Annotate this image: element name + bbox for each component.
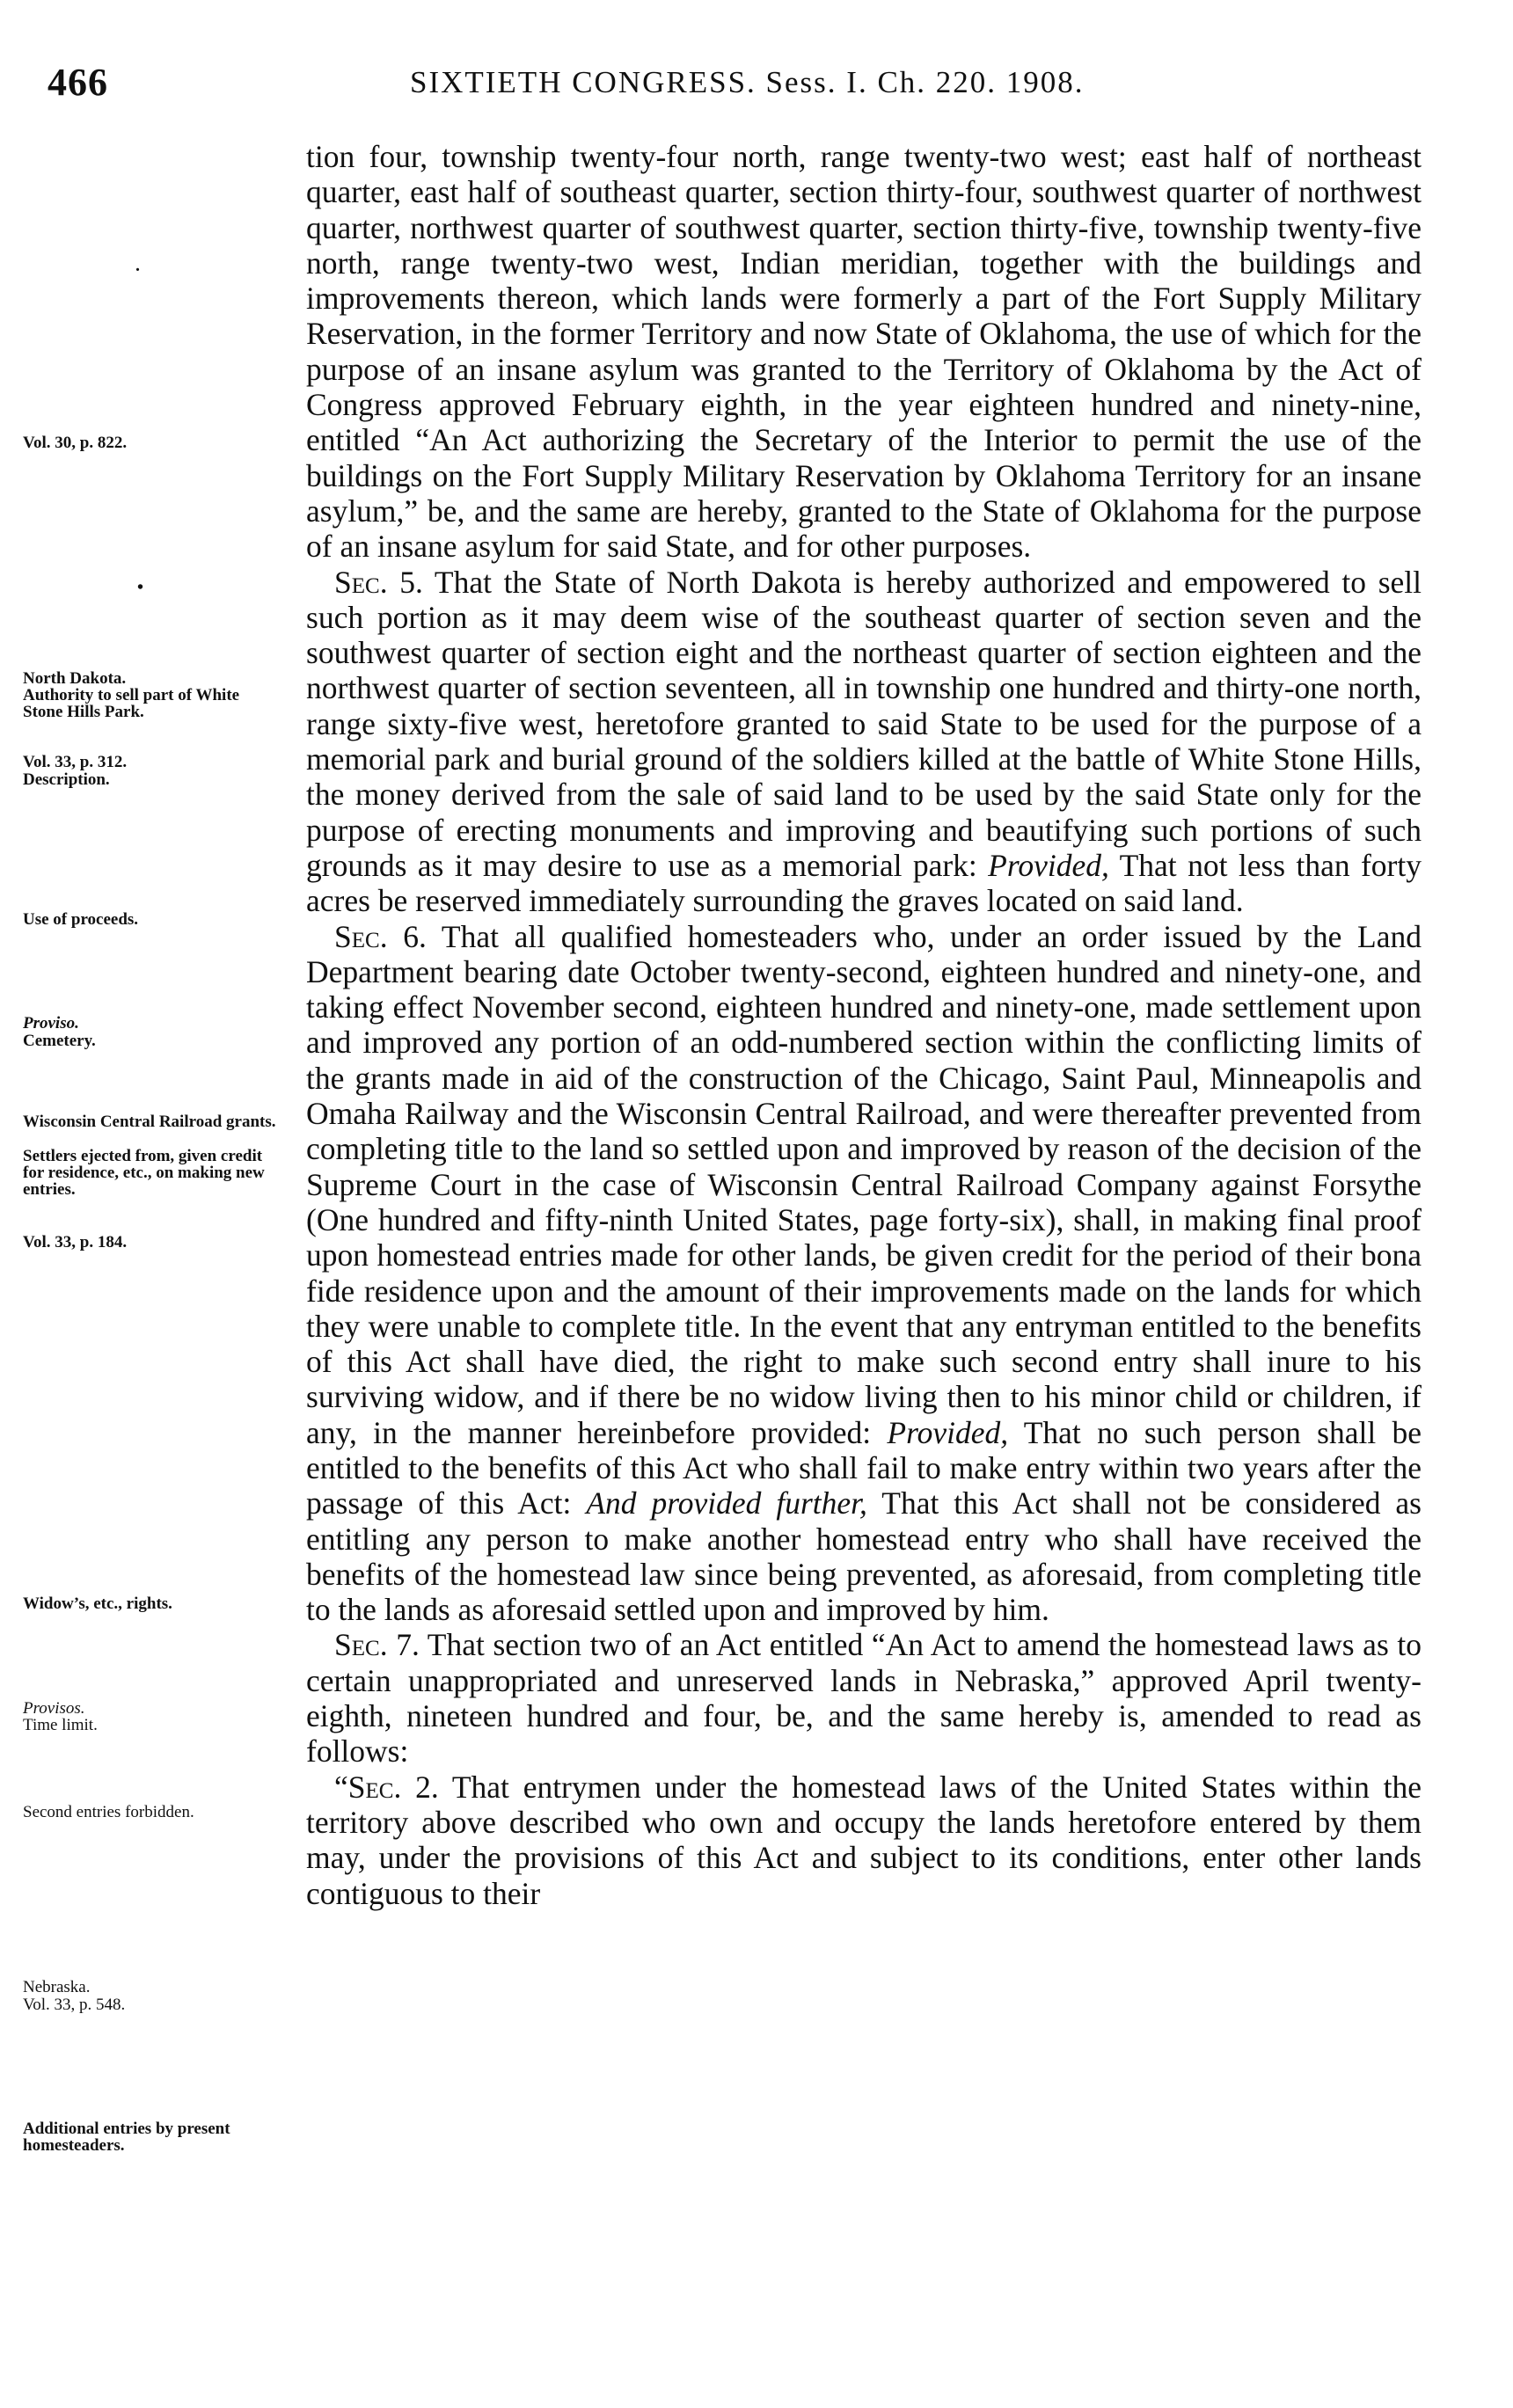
section-label: Sec. 6.: [334, 918, 427, 954]
paragraph-section-6: Sec. 6. That all qualified homesteaders who, under an order issued by the Land Department bearing date October twenty-second, eighteen hundred and ninety-one, and taking effect November second, eighteen hundred and ninety-one, made settlement upon and improved any portion of an odd-numbered section within the conflicting limits of the grants made in aid of the construction of the Chicago, Saint Paul, Minneapolis and Omaha Railway and the Wisconsin Central Railroad, and were thereafter prevented from completing title to the land so settled upon and improved by reason of the decision of the Supreme Court in the case of Wisconsin Central Railroad Company against Forsythe (One hundred and fifty-ninth United States, page forty-six), shall, in making final proof upon homestead entries made for other lands, be given credit for the period of their bona fide residence upon and the amount of their improvements made on the lands for which they were unable to complete title. In the event that any entryman entitled to the benefits of this Act shall have died, the right to make such second entry shall inure to his surviving widow, and if there be no widow living then to his minor child or children, if any, in the manner hereinbefore provided: Provided, That no such person shall be entitled to the benefits of this Act who shall fail to make entry within two years after the passage of this Act: And provided further, That this Act shall not be considered as entitling any person to make another homestead entry who shall have received the benefits of the homestead law since being prevented, as aforesaid, from completing title to the lands as aforesaid settled upon and improved by him.: [306, 918, 1422, 1628]
margin-note-use-of-proceeds: Use of proceeds.: [23, 910, 139, 929]
running-head: SIXTIETH CONGRESS. Sess. I. Ch. 220. 1908.: [410, 65, 1085, 99]
margin-note-second-entries: Second entries forbidden.: [23, 1803, 194, 1821]
section-label: Sec. 2.: [347, 1769, 439, 1805]
margin-note-vol30: Vol. 30, p. 822.: [23, 434, 128, 452]
paragraph-section-7: Sec. 7. That section two of an Act entitled “An Act to amend the homestead laws as to certain unappropriated and unreserved lands in Nebraska,” approved April twenty-eighth, nineteen hundred and four, be, and the same hereby is, amended to read as follows:: [306, 1627, 1422, 1770]
margin-note-description: Description.: [23, 770, 110, 789]
margin-note-time-limit: Time limit.: [23, 1716, 98, 1734]
margin-note-nebraska: Nebraska.: [23, 1978, 91, 1996]
provided-term: Provided,: [988, 847, 1109, 883]
page-number: 466: [48, 61, 108, 104]
margin-note-settlers: Settlers ejected from, given credit for residence, etc., on making new entries.: [23, 1147, 265, 1199]
margin-note-wisconsin: Wisconsin Central Railroad grants.: [23, 1113, 276, 1131]
paragraph-section-5: Sec. 5. That the State of North Dakota is hereby authorized and empowered to sell such portion as it may deem wise of the southeast quarter of section seven and the southwest quarter of section eight and the northeast quarter of section eighteen and the northwest quarter of section seventeen, all in township one hundred and thirty-one north, range sixty-five west, heretofore granted to said State to be used for the purpose of a memorial park and burial ground of the soldiers killed at the battle of White Stone Hills, the money derived from the sale of said land to be used by the said State only for the purpose of erecting monuments and improving and beautifying such portions of such grounds as it may desire to use as a memorial park: Provided, That not less than forty acres be reserved immediately surrounding the graves located on said land.: [306, 564, 1422, 919]
page-header: [48, 60, 1416, 113]
margin-note-cemetery: Cemetery.: [23, 1032, 96, 1050]
margin-note-proviso: Proviso.: [23, 1014, 79, 1033]
margin-note-widows: Widow’s, etc., rights.: [23, 1594, 172, 1613]
margin-note-vol33-184: Vol. 33, p. 184.: [23, 1233, 128, 1251]
provided-further-term: And provided further,: [586, 1485, 867, 1521]
margin-note-additional: Additional entries by present homesteaders.: [23, 2120, 230, 2155]
margin-note-provisos: Provisos.: [23, 1699, 85, 1718]
paragraph-continuation: tion four, township twenty-four north, range twenty-two west; east half of northeast quarter, east half of southeast quarter, section thirty-four, southwest quarter of northwest quarter, northwest quarter of southwest quarter, section thirty-five, township twenty-five north, range twenty-two west, Indian meridian, together with the buildings and improvements thereon, which lands were formerly a part of the Fort Supply Military Reservation, in the former Territory and now State of Oklahoma, the use of which for the purpose of an insane asylum was granted to the Territory of Oklahoma by the Act of Congress approved February eighth, in the year eighteen hundred and ninety-nine, entitled “An Act authorizing the Secretary of the Interior to permit the use of the buildings on the Fort Supply Military Reservation by Oklahoma Territory for an insane asylum,” be, and the same are hereby, granted to the State of Oklahoma for the purpose of an insane asylum for said State, and for other purposes.: [306, 139, 1422, 565]
margin-dot: •: [137, 578, 144, 597]
paragraph-quoted-section-2: “Sec. 2. That entrymen under the homestead laws of the United States within the territory above described who own and occupy the lands heretofore entered by them may, under the provisions of this Act and subject to its conditions, enter other lands contiguous to their: [306, 1769, 1422, 1911]
margin-note-north-dakota: North Dakota.: [23, 669, 127, 688]
margin-note-authority: Authority to sell part of White Stone Hills Park.: [23, 686, 240, 721]
section-label: Sec. 5.: [334, 564, 423, 600]
margin-note-vol33-548: Vol. 33, p. 548.: [23, 1996, 126, 2014]
margin-note-vol33-312: Vol. 33, p. 312.: [23, 753, 128, 771]
body-text: [306, 139, 1422, 1911]
provided-term: Provided,: [887, 1414, 1009, 1450]
margin-dot: .: [135, 256, 140, 275]
section-label: Sec. 7.: [334, 1627, 420, 1663]
